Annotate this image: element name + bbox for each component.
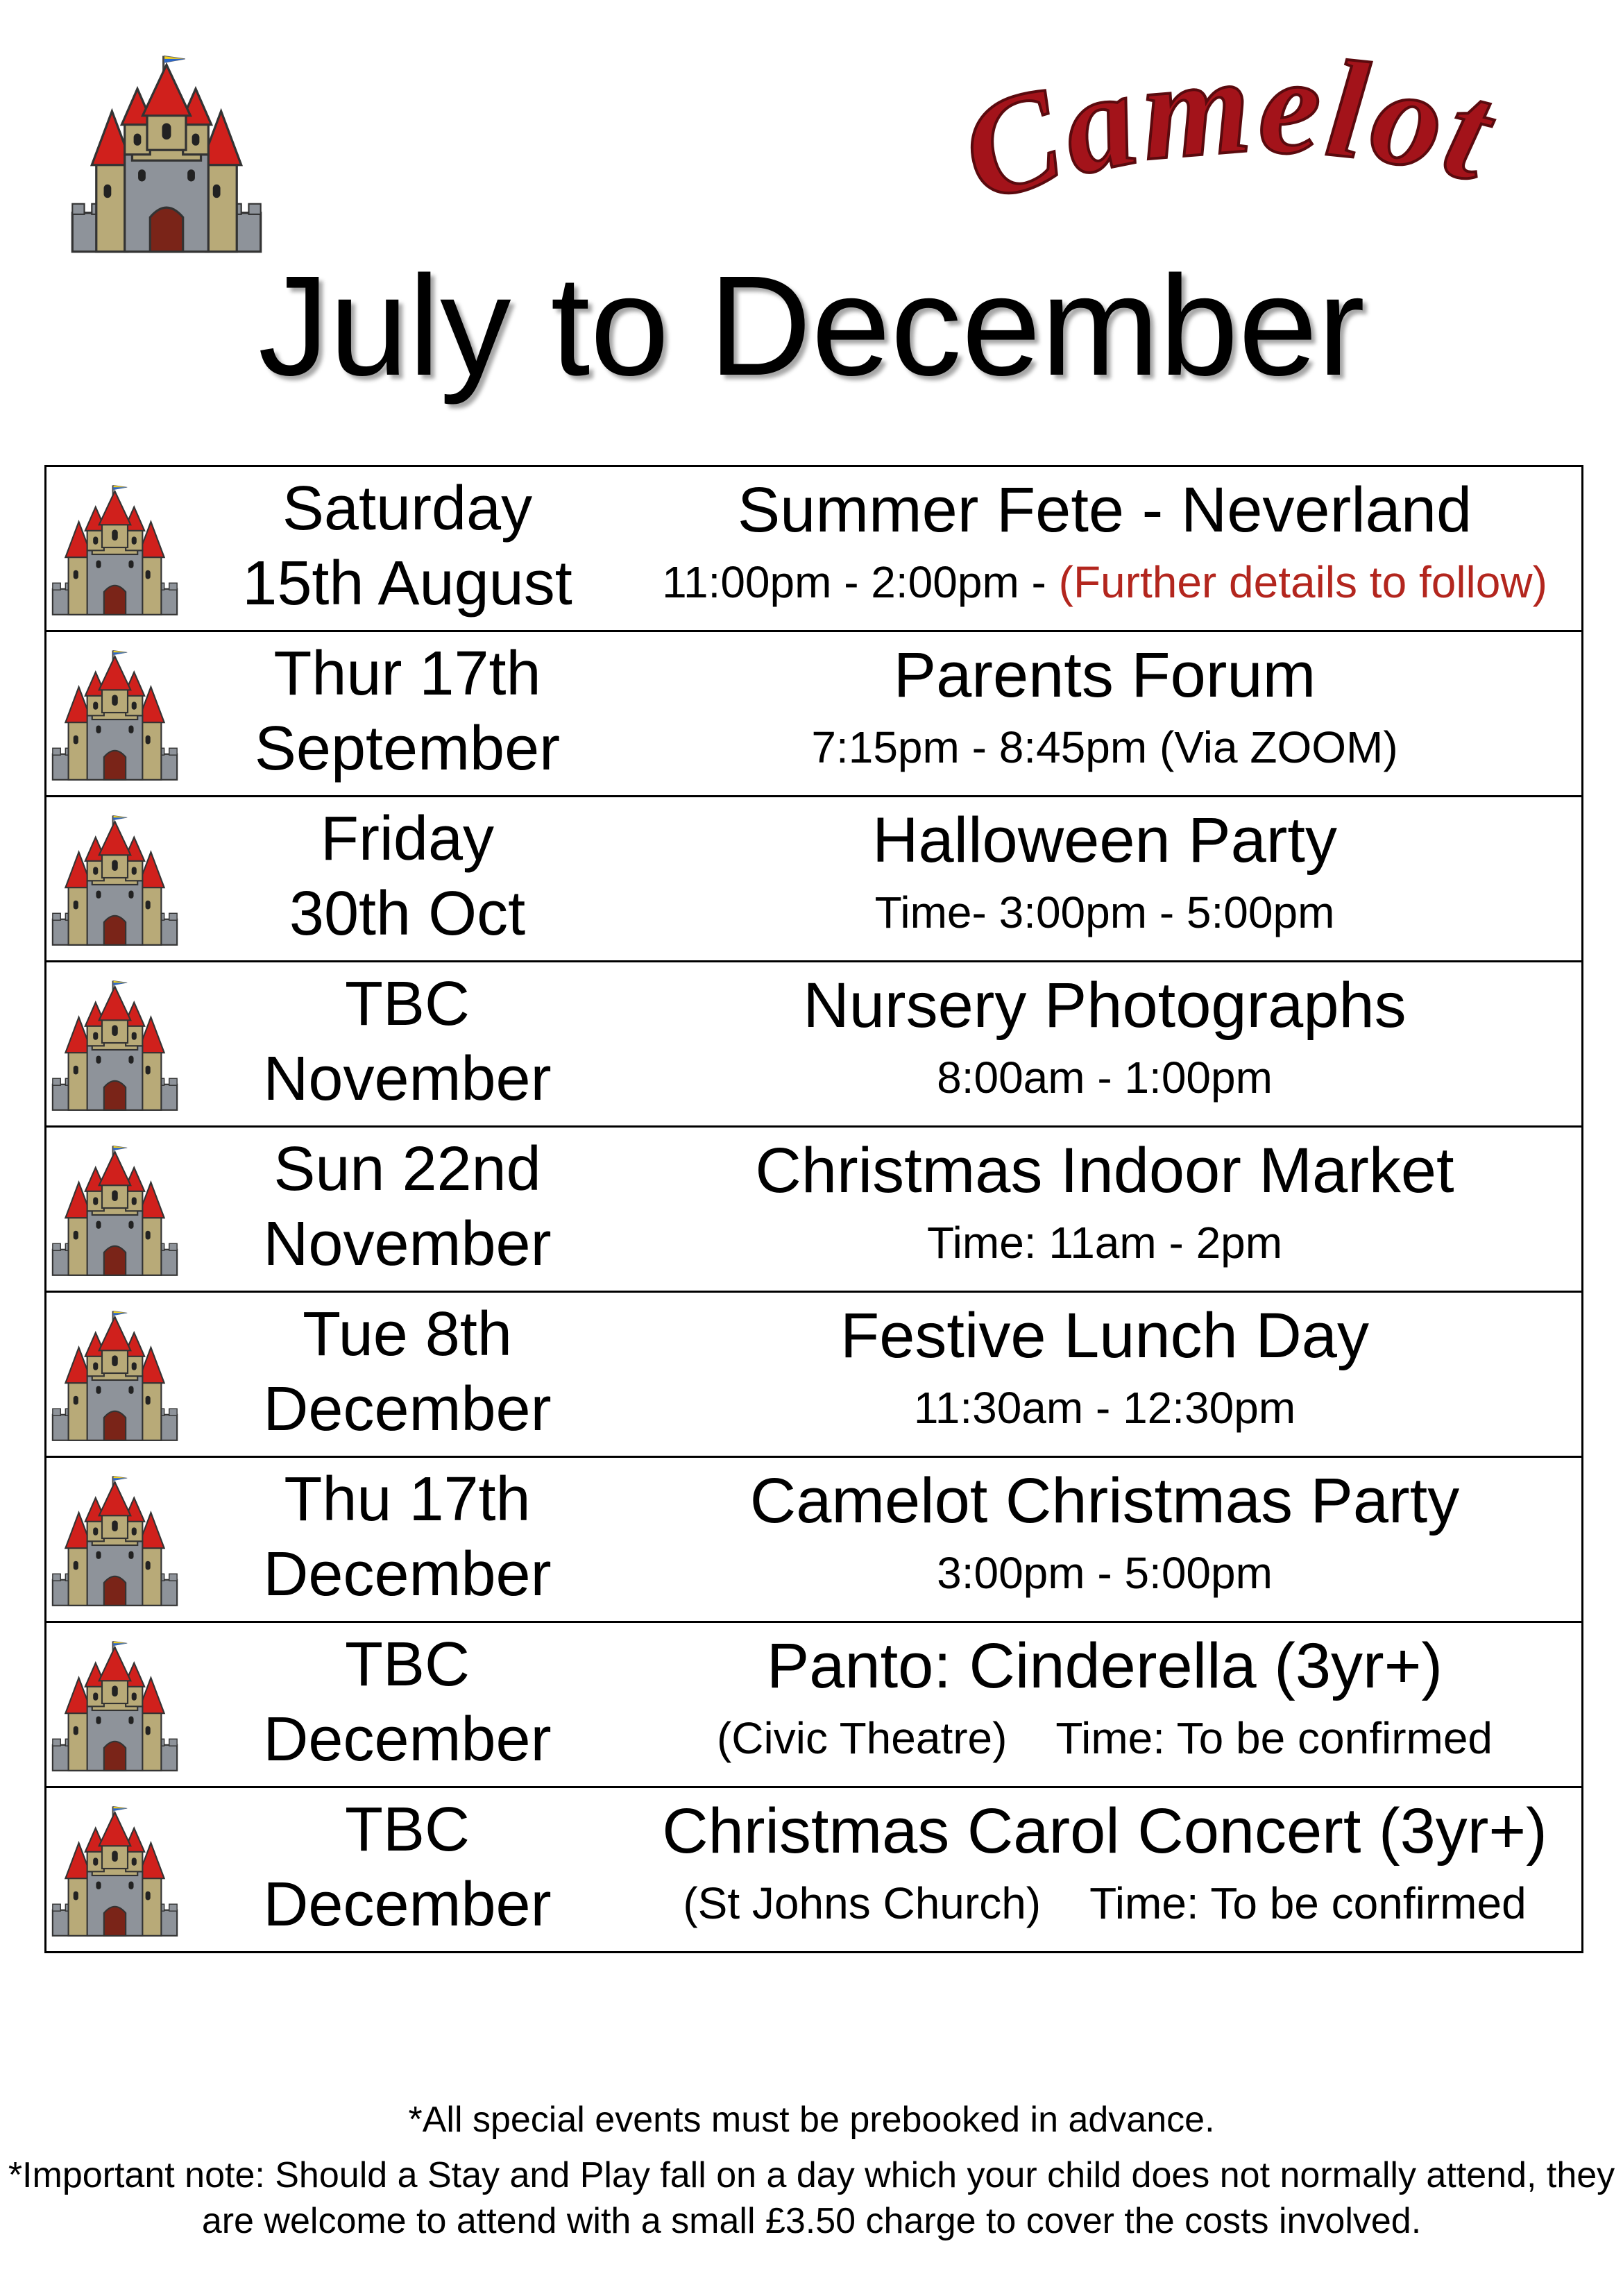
event-date-line2: 30th Oct bbox=[289, 879, 526, 949]
event-date-line2: December bbox=[263, 1705, 552, 1774]
event-details: Time- 3:00pm - 5:00pm bbox=[874, 887, 1335, 937]
event-details: Time: 11am - 2pm bbox=[926, 1218, 1283, 1268]
event-row bbox=[46, 1623, 1581, 1788]
event-date-line2: September bbox=[254, 714, 561, 783]
event-row bbox=[46, 797, 1581, 962]
event-title: Christmas Indoor Market bbox=[755, 1135, 1454, 1206]
event-date bbox=[185, 636, 629, 786]
event-title: Parents Forum bbox=[893, 640, 1316, 711]
event-title: Festive Lunch Day bbox=[840, 1300, 1369, 1371]
brand-name: Camelot bbox=[945, 35, 1510, 232]
event-date-line2: November bbox=[263, 1044, 552, 1114]
event-row bbox=[46, 962, 1581, 1128]
event-date bbox=[185, 1132, 629, 1282]
event-details: 8:00am - 1:00pm bbox=[937, 1053, 1273, 1103]
castle-icon bbox=[51, 973, 179, 1116]
event-date-line1: Thu 17th bbox=[284, 1465, 531, 1534]
camelot-logo bbox=[874, 35, 1582, 264]
footnote-prebook: *All special events must be prebooked in advance. bbox=[408, 2100, 1215, 2140]
event-date-line2: December bbox=[263, 1870, 552, 1939]
event-row bbox=[46, 1293, 1581, 1458]
event-details: (Civic Theatre) Time: To be confirmed bbox=[716, 1713, 1493, 1763]
castle-icon bbox=[51, 1634, 179, 1776]
event-date-line2: November bbox=[263, 1209, 552, 1279]
event-date-line2: December bbox=[263, 1375, 552, 1444]
event-date-line1: TBC bbox=[345, 1630, 470, 1699]
event-row bbox=[46, 632, 1581, 797]
footnote-important: *Important note: Should a Stay and Play fall on a day which your child does not normally attend, they are welcome to attend with a small £3.50 charge to cover the costs involved. bbox=[8, 2155, 1615, 2241]
castle-icon bbox=[51, 478, 179, 620]
event-details: (St Johns Church) Time: To be confirmed bbox=[683, 1878, 1527, 1928]
event-row bbox=[46, 1458, 1581, 1623]
event-row bbox=[46, 1788, 1581, 1953]
event-date-line1: Tue 8th bbox=[303, 1300, 512, 1369]
event-title: Panto: Cinderella (3yr+) bbox=[766, 1631, 1443, 1701]
event-title: Nursery Photographs bbox=[803, 970, 1407, 1041]
castle-icon bbox=[51, 1304, 179, 1446]
event-date-line2: 15th August bbox=[242, 549, 572, 618]
event-title: Halloween Party bbox=[872, 805, 1337, 876]
event-title: Christmas Carol Concert (3yr+) bbox=[662, 1796, 1547, 1866]
event-row bbox=[46, 1128, 1581, 1293]
event-date-line1: TBC bbox=[345, 1795, 470, 1864]
event-date-line1: Saturday bbox=[282, 474, 533, 543]
event-date bbox=[185, 1462, 629, 1612]
header-castle-icon bbox=[69, 38, 264, 267]
event-date-line1: Friday bbox=[320, 804, 495, 874]
event-date bbox=[185, 1627, 629, 1777]
event-details: 7:15pm - 8:45pm (Via ZOOM) bbox=[811, 722, 1398, 772]
events-table bbox=[44, 465, 1583, 1953]
castle-icon bbox=[51, 1799, 179, 1941]
event-date bbox=[185, 1792, 629, 1942]
event-date-line2: December bbox=[263, 1540, 552, 1609]
castle-icon bbox=[51, 1139, 179, 1281]
event-date bbox=[185, 471, 629, 621]
event-date bbox=[185, 801, 629, 951]
event-date bbox=[185, 1297, 629, 1447]
event-details: 11:30am - 12:30pm bbox=[913, 1383, 1296, 1433]
event-time: 11:00pm - 2:00pm - bbox=[662, 557, 1059, 607]
castle-icon bbox=[51, 1469, 179, 1611]
castle-icon bbox=[51, 643, 179, 785]
event-row bbox=[46, 467, 1581, 632]
event-details: 3:00pm - 5:00pm bbox=[937, 1548, 1273, 1598]
event-title: Summer Fete - Neverland bbox=[737, 475, 1472, 545]
event-date bbox=[185, 967, 629, 1116]
event-note: (Further details to follow) bbox=[1058, 557, 1547, 607]
event-details bbox=[629, 554, 1580, 610]
svg-text:Camelot bbox=[945, 35, 1510, 232]
event-date-line1: Sun 22nd bbox=[273, 1134, 541, 1204]
event-date-line1: Thur 17th bbox=[273, 639, 541, 708]
event-date-line1: TBC bbox=[345, 969, 470, 1039]
page-title: July to December bbox=[257, 246, 1366, 405]
castle-icon bbox=[51, 808, 179, 951]
event-title: Camelot Christmas Party bbox=[749, 1465, 1460, 1536]
